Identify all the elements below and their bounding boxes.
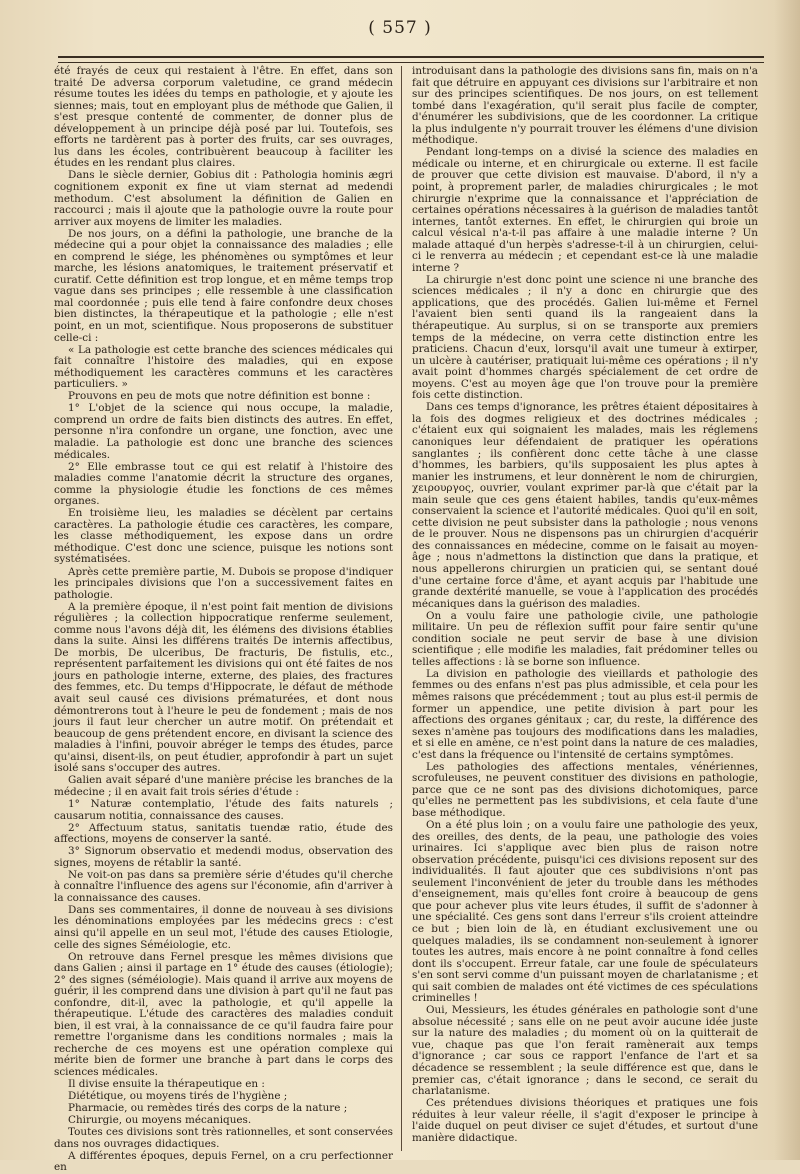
paragraph: Toutes ces divisions sont très rationnelles, et sont conservées dans nos ouvrages didactiques. bbox=[54, 1126, 394, 1150]
paragraph: Pendant long-temps on a divisé la science des maladies en médicale ou interne, et en chirurgicale ou externe. Il est facile de prouver que cette division est mauvaise. D'abord, il n'y a point, à proprement parler, de maladies chirurgicales ; le mot chirurgie n'exprime que la connaissance et l'appréciation de certaines opérations nécessaires à la guérison de maladies tantôt internes, tantôt externes. En effet, le chirurgien qui broie un calcul vésical n'a-t-il pas affaire à une maladie interne ? Un malade attaqué d'un herpès s'adresse-t-il à un chirurgien, celui-ci le renverra au médecin ; et cependant est-ce là une maladie interne ? bbox=[412, 146, 758, 274]
paragraph: Dans ces temps d'ignorance, les prêtres étaient dépositaires à la fois des dogmes religieux et des doctrines médicales ; c'étaient eux qui soignaient les malades, mais les réglemens canoniques leur défendaient de pratiquer les opérations sanglantes ; ils confièrent donc cette tâche à une classe d'hommes, les barbiers, qu'ils supposaient les plus aptes à manier les instrumens, et leur donnèrent le nom de chirurgien, χειρουργος, ouvrier, voulant exprimer par-là que c'était par la main seule que ces gens étaient habiles, tandis qu'eux-mêmes conservaient la science et l'autorité médicales. Quoi qu'il en soit, cette division ne peut subsister dans la pathologie ; nous venons de le prouver. Nous ne dispensons pas un chirurgien d'acquérir des connaissances en médecine, comme on le faisait au moyen-âge ; nous n'admettons la distinction que dans la pratique, et nous appellerons chirurgien un praticien qui, se sentant doué d'une certaine force d'âme, et ayant acquis par l'habitude une grande dextérité manuelle, se voue à l'application des procédés mécaniques dans la guérison des maladies. bbox=[412, 401, 758, 610]
paragraph: « La pathologie est cette branche des sciences médicales qui fait connaître l'histoire des maladies, qui en expose méthodiquement les caractères communs et les caractères particuliers. » bbox=[54, 343, 393, 391]
paragraph: Après cette première partie, M. Dubois se propose d'indiquer les principales divisions que l'on a successivement faites en pathologie. bbox=[54, 565, 393, 601]
paragraph: introduisant dans la pathologie des divisions sans fin, mais on n'a fait que détruire en appuyant ces divisions sur l'arbitraire et non sur des principes scientifiques. De nos jours, on est tellement tombé dans l'exagération, qu'il serait plus facile de compter, d'énumérer les subdivisions, que de les coordonner. La critique la plus indulgente n'y pourrait trouver les élémens d'une division méthodique. bbox=[412, 65, 758, 147]
paragraph: été frayés de ceux qui restaient à l'être. En effet, dans son traité De adversa corporum valetudine, ce grand médecin résume toutes les idées du temps en pathologie, et y ajoute les siennes; mais, tout en employant plus de méthode que Galien, il s'est presque contenté de commenter, de donner plus de développement à un principe déjà posé par lui. Toutefois, ses efforts ne tardèrent pas à porter des fruits, car ses ouvrages, lus dans les écoles, contribuèrent beaucoup à faciliter les études en les rendant plus claires. bbox=[54, 65, 393, 170]
paragraph: On retrouve dans Fernel presque les mêmes divisions que dans Galien ; ainsi il partage en 1° étude des causes (étiologie); 2° des signes (séméiologie). Mais quand il arrive aux moyens de guérir, il les comprend dans une division à part qu'il ne faut pas confondre, dit-il, avec la pathologie, et qu'il appelle la thérapeutique. L'étude des caractères des maladies conduit bien, il est vrai, à la connaissance de ce qu'il faudra faire pour remettre l'organisme dans les conditions normales ; mais la recherche de ces moyens est une opération complexe qui mérite bien de former une branche à part dans le corps des sciences médicales. bbox=[54, 950, 393, 1079]
paragraph: On a voulu faire une pathologie civile, une pathologie militaire. Un peu de réflexion suffit pour faire sentir qu'une condition sociale ne peut servir de base à une division scientifique ; elle modifie les maladies, fait prédominer telles ou telles affections : là se borne son influence. bbox=[412, 609, 758, 668]
paragraph: 1° Naturæ contemplatio, l'étude des faits naturels ; causarum notitia, connaissance des causes. bbox=[54, 797, 393, 822]
right-column bbox=[412, 66, 758, 1156]
paragraph: Dans ses commentaires, il donne de nouveau à ses divisions les dénominations employées par les médecins grecs : c'est ainsi qu'il appelle en un seul mot, l'étude des causes Etiologie, celle des signes Séméiologie, etc. bbox=[54, 903, 393, 951]
paragraph: 1° L'objet de la science qui nous occupe, la maladie, comprend un ordre de faits bien distincts des autres. En effet, personne n'ira confondre un organe, une fonction, avec une maladie. La pathologie est donc une branche des sciences médicales. bbox=[54, 402, 393, 461]
paragraph: A différentes époques, depuis Fernel, on a cru perfectionner en bbox=[54, 1149, 393, 1174]
header-rule bbox=[58, 56, 764, 63]
paragraph: 3° Signorum observatio et medendi modus, observation des signes, moyens de rétablir la santé. bbox=[54, 845, 393, 869]
paragraph: Les pathologies des affections mentales, vénériennes, scrofuleuses, ne peuvent constituer des divisions en pathologie, parce que ce ne sont pas des divisions dichotomiques, parce qu'elles ne permettent pas les subdivisions, et cela faute d'une base méthodique. bbox=[412, 760, 758, 819]
paragraph: 2° Elle embrasse tout ce qui est relatif à l'histoire des maladies comme l'anatomie décrit la structure des organes, comme la physiologie étudie les fonctions de ces mêmes organes. bbox=[54, 460, 393, 508]
paragraph: Ne voit-on pas dans sa première série d'études qu'il cherche à connaître l'influence des agens sur l'économie, afin d'arriver à la connaissance des causes. bbox=[54, 868, 393, 904]
paragraph: En troisième lieu, les maladies se décèlent par certains caractères. La pathologie étudie ces caractères, les compare, les classe méthodiquement, les expose dans un ordre méthodique. C'est donc une science, puisque les notions sont systématisées. bbox=[54, 507, 393, 566]
left-column bbox=[54, 65, 394, 1174]
paragraph: 2° Affectuum status, sanitatis tuendæ ratio, étude des affections, moyens de conserver la santé. bbox=[54, 821, 393, 846]
paragraph: Ces prétendues divisions théoriques et pratiques une fois réduites à leur valeur réelle, il s'agit d'exposer le principe à l'aide duquel on peut diviser ce sujet d'études, et surtout d'une manière didactique. bbox=[412, 1097, 758, 1144]
paragraph: Dans le siècle dernier, Gobius dit : Pathologia hominis ægri cognitionem exponit ex fine ut viam sternat ad medendi methodum. C'est absolument la définition de Galien en raccourci ; mais il ajoute que la pathologie ouvre la route pour arriver aux moyens de limiter les maladies. bbox=[54, 169, 393, 228]
page-edge-shadow bbox=[774, 0, 800, 1160]
paragraph: Diététique, ou moyens tirés de l'hygiène ; bbox=[68, 1090, 288, 1103]
paragraph: La chirurgie n'est donc point une science ni une branche des sciences médicales ; il n'y a donc en chirurgie que des applications, que des procédés. Galien lui-même et Fernel l'avaient bien senti quand ils la rangeaient dans la thérapeutique. Au surplus, si on se transporte aux premiers temps de la médecine, on verra cette distinction entre les praticiens. Chacun d'eux, lorsqu'il avait une tumeur à extirper, un ulcère à cautériser, pratiquait lui-même ces opérations ; il n'y avait point d'hommes chargés spécialement de cet ordre de moyens. C'est au moyen âge que l'on trouve pour la première fois cette distinction. bbox=[412, 273, 758, 402]
paragraph: De nos jours, on a défini la pathologie, une branche de la médecine qui a pour objet la connaissance des maladies ; elle en comprend le siége, les phénomènes ou symptômes et leur marche, les lésions anatomiques, le traitement préservatif et curatif. Cette définition est trop longue, et en même temps trop vague dans ses principes ; elle ressemble à une classification mal coordonnée ; puis elle tend à faire confondre deux choses bien distinctes, la thérapeutique et la pathologie ; elle n'est point, en un mot, scientifique. Nous proposerons de substituer celle-ci : bbox=[54, 227, 393, 344]
paragraph: A la première époque, il n'est point fait mention de divisions régulières ; la collection hippocratique renferme seulement, comme nous l'avons déjà dit, les élémens des divisions établies dans la suite. Ainsi les différens traités De internis affectibus, De morbis, De ulceribus, De fracturis, De fistulis, etc., représentent parfaitement les divisions qui ont été faites de nos jours en pathologie interne, externe, des plaies, des fractures des femmes, etc. Du temps d'Hippocrate, le défaut de méthode avait seul causé ces divisions prématurées, et dont nous démontrerons tout à l'heure le peu de fondement ; mais de nos jours il faut leur chercher un autre motif. On prétendait et beaucoup de gens prétendent encore, en divisant la science des maladies à l'infini, pouvoir abréger le temps des études, parce qu'ainsi, disent-ils, on peut étudier, approfondir à part un sujet isolé sans s'occuper des autres. bbox=[54, 600, 393, 775]
paragraph: Pharmacie, ou remèdes tirés des corps de la nature ; bbox=[68, 1102, 348, 1115]
paragraph: Prouvons en peu de mots que notre définition est bonne : bbox=[68, 390, 371, 403]
paragraph: Oui, Messieurs, les études générales en pathologie sont d'une absolue nécessité ; sans elle on ne peut avoir aucune idée juste sur la nature des maladies ; du moment où on la quitterait de vue, chaque pas que l'on ferait ramènerait aux temps d'ignorance ; car sous ce rapport l'enfance de l'art et sa décadence se ressemblent ; la seule différence est que, dans le premier cas, c'était ignorance ; dans le second, ce serait du charlatanisme. bbox=[412, 1004, 758, 1098]
paragraph: Il divise ensuite la thérapeutique en : bbox=[68, 1078, 265, 1091]
paragraph: Chirurgie, ou moyens mécaniques. bbox=[68, 1114, 252, 1127]
paragraph: Galien avait séparé d'une manière précise les branches de la médecine ; il en avait fait trois séries d'étude : bbox=[54, 774, 393, 798]
paragraph: On a été plus loin ; on a voulu faire une pathologie des yeux, des oreilles, des dents, de la peau, une pathologie des voies urinaires. Ici s'applique avec bien plus de raison notre observation précédente, puisqu'ici ces divisions reposent sur des individualités. Il faut ajouter que ces subdivisions n'ont pas seulement l'inconvénient de jeter du trouble dans les méthodes d'enseignement, mais qu'elles font croire à beaucoup de gens que pour achever plus vite leurs études, il suffit de s'adonner à une spécialité. Ces gens sont dans l'erreur s'ils croient atteindre ce but ; bien loin de là, en étudiant exclusivement une ou quelques maladies, ils se condamnent non-seulement à ignorer toutes les autres, mais encore à ne point connaître à fond celles dont ils s'occupent. Erreur fatale, car une foule de spéculateurs s'en sont servi comme d'un puissant moyen de charlatanisme ; et qui sait combien de malades ont été victimes de ces spéculations criminelles ! bbox=[412, 819, 758, 1005]
page-number: ( 557 ) bbox=[368, 18, 432, 38]
paragraph: La division en pathologie des vieillards et pathologie des femmes ou des enfans n'est pas plus admissible, et cela pour les mêmes raisons que précédemment ; tout au plus est-il permis de former un appendice, une petite division à part pour les affections des organes génitaux ; car, du reste, la différence des sexes n'amène pas toujours des modifications dans les maladies, et si elle en amène, ce n'est point dans la nature de ces maladies, c'est dans la fréquence ou l'intensité de certains symptômes. bbox=[412, 667, 759, 761]
column-divider bbox=[401, 66, 402, 1151]
